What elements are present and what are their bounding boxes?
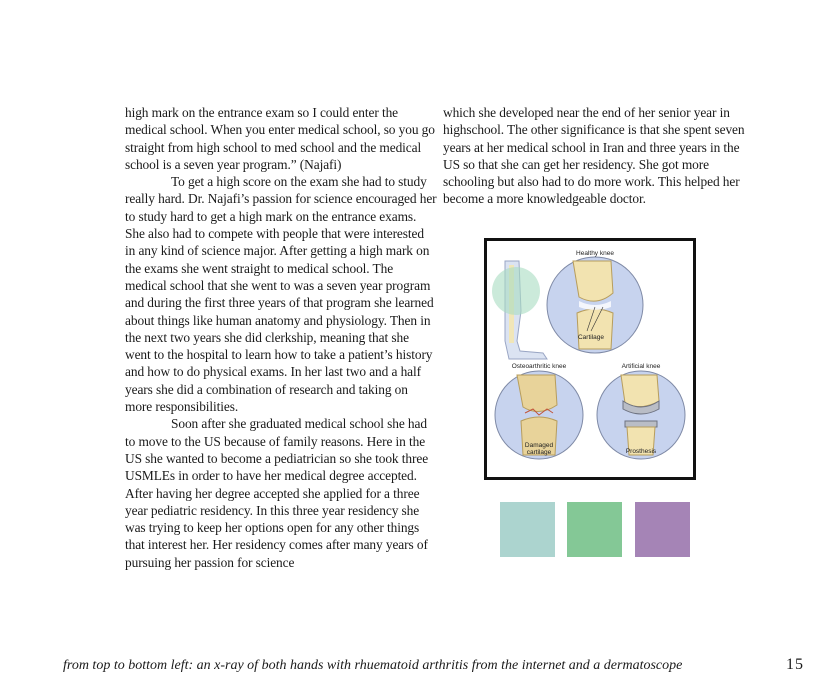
label-damaged: Damaged	[524, 442, 554, 449]
left-text-column	[125, 104, 437, 571]
label-osteoarthritic-knee: Osteoarthritic knee	[511, 363, 567, 370]
paragraph-significance: which she developed near the end of her senior year in highschool. The other significance is that she spent seven years at her medical school in Iran and three years in the US so that she can get her residency. She got more schooling but also had to do more work. This helped her become a more knowledgeable doctor.	[443, 105, 745, 207]
label-cartilage: Cartilage	[577, 334, 605, 341]
paragraph-entrance-exam: To get a high score on the exam she had to study really hard. Dr. Najafi’s passion for science encouraged her to study hard to get a high mark on the entrance exams. She also had to compete with people that were interested in any kind of science major. After getting a high mark on the exams she went straight to medical school. The medical school that she went to was a seven year program and during the first three years of that program she learned about things like human anatomy and physiology. Then in the next two years she did clerkship, meaning that she went to the hospital to learn how to take a patient’s history and how to do physical exams. In her last two and a half years she did a combination of research and taking on more responsibilities.	[125, 174, 437, 415]
knee-illustration	[487, 241, 693, 477]
color-swatch-purple	[635, 502, 690, 557]
highlight-circle	[492, 267, 540, 315]
label-artificial-knee: Artificial knee	[621, 363, 661, 370]
paragraph-residency: Soon after she graduated medical school she had to move to the US because of family reasons. Here in the US she wanted to become a pediatrician so she took three USMLEs in order to have her medical degree accepted. After having her degree accepted she applied for a three year pediatric residency. In this three year residency she was trying to keep her options open for any other things that interest her. Her residency comes after many years of pursuing her passion for science	[125, 416, 429, 570]
artificial-knee-graphic	[597, 371, 685, 459]
figure-caption: from top to bottom left: an x-ray of both hands with rhuematoid arthritis from the internet and a dermatoscope	[63, 658, 683, 673]
label-prosthesis: Prosthesis	[625, 448, 657, 455]
label-healthy-knee: Healthy knee	[576, 250, 614, 257]
paragraph-quote-end: high mark on the entrance exam so I could enter the medical school. When you enter medical school, so you go straight from high school to med school and the medical school is a seven year program.” (Najafi)	[125, 105, 435, 172]
color-swatch-green	[567, 502, 622, 557]
label-damaged-cartilage: cartilage	[526, 449, 552, 456]
knee-illustration-figure	[484, 238, 696, 480]
page-number: 15	[786, 656, 804, 673]
leg-illustration	[492, 261, 547, 359]
color-swatch-teal	[500, 502, 555, 557]
right-text-column	[443, 104, 748, 208]
